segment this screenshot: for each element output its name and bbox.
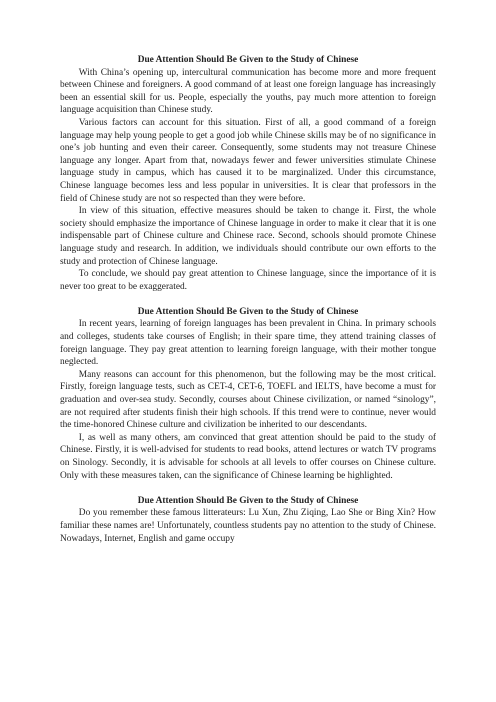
- essay-title: Due Attention Should Be Given to the Study of Chinese: [137, 55, 359, 65]
- essay-3: [60, 495, 436, 545]
- essay-title: Due Attention Should Be Given to the Study of Chinese: [137, 306, 359, 317]
- essay-paragraph: Do you remember these famous litterateurs: Lu Xun, Zhu Ziqing, Lao She or Bing Xin? How familiar these names are! Unfortunately, countless students pay no attention to the study of Chinese. Nowadays, Internet, English and game occupy: [60, 508, 436, 544]
- essay-paragraph: With China’s opening up, intercultural communication has become more and more frequent between Chinese and foreigners. A good command of at least one foreign language has increasingly been an essential skill for us. People, especially the youths, pay much more attention to foreign language acquisition than Chinese study.: [60, 67, 436, 116]
- essay-paragraph: In view of this situation, effective measures should be taken to change it. First, the whole society should emphasize the importance of Chinese language in order to make it clear that it is one indispensable part of Chinese culture and Chinese race. Second, schools should promote Chinese language study and research. In addition, we individuals should contribute our own efforts to the study and protection of Chinese language.: [60, 206, 436, 267]
- essay-2: [60, 306, 436, 482]
- essay-paragraph: In recent years, learning of foreign languages has been prevalent in China. In primary schools and colleges, students take courses of English; in their spare time, they attend training classes of foreign language. They pay great attention to learning foreign language, with their mother tongue neglected.: [60, 319, 436, 368]
- essay-paragraph: To conclude, we should pay great attention to Chinese language, since the importance of it is never too great to be exaggerated.: [60, 269, 436, 292]
- essay-1: [60, 54, 436, 293]
- document-page: [60, 54, 436, 545]
- essay-paragraph: Various factors can account for this situation. First of all, a good command of a foreign language may help young people to get a good job while Chinese skills may be of no significance in one’s job hunting and even their career. Consequently, some students may not treasure Chinese language any longer. Apart from that, nowadays fewer and fewer universities stimulate Chinese language study in campus, which has caused it to be marginalized. Under this circumstance, Chinese language becomes less and less popular in universities. It is clear that professors in the field of Chinese study are not so respected than they were before.: [60, 117, 436, 204]
- essay-paragraph: I, as well as many others, am convinced that great attention should be paid to the study of Chinese. Firstly, it is well-advised for students to read books, attend lectures or watch TV programs on Sinology. Secondly, it is advisable for schools at all levels to offer courses on Chinese culture. Only with these measures taken, can the significance of Chinese learning be highlighted.: [60, 432, 436, 481]
- essay-title: Due Attention Should Be Given to the Study of Chinese: [137, 495, 359, 506]
- essay-paragraph: Many reasons can account for this phenomenon, but the following may be the most critical. Firstly, foreign language tests, such as CET-4, CET-6, TOEFL and IELTS, have become a must for graduation and over-sea study. Secondly, courses about Chinese civilization, or named “sinology”, are not required after students finish their high schools. If this trend were to continue, never would the time-honored Chinese culture and civilization be inherited to our descendants.: [60, 369, 436, 431]
